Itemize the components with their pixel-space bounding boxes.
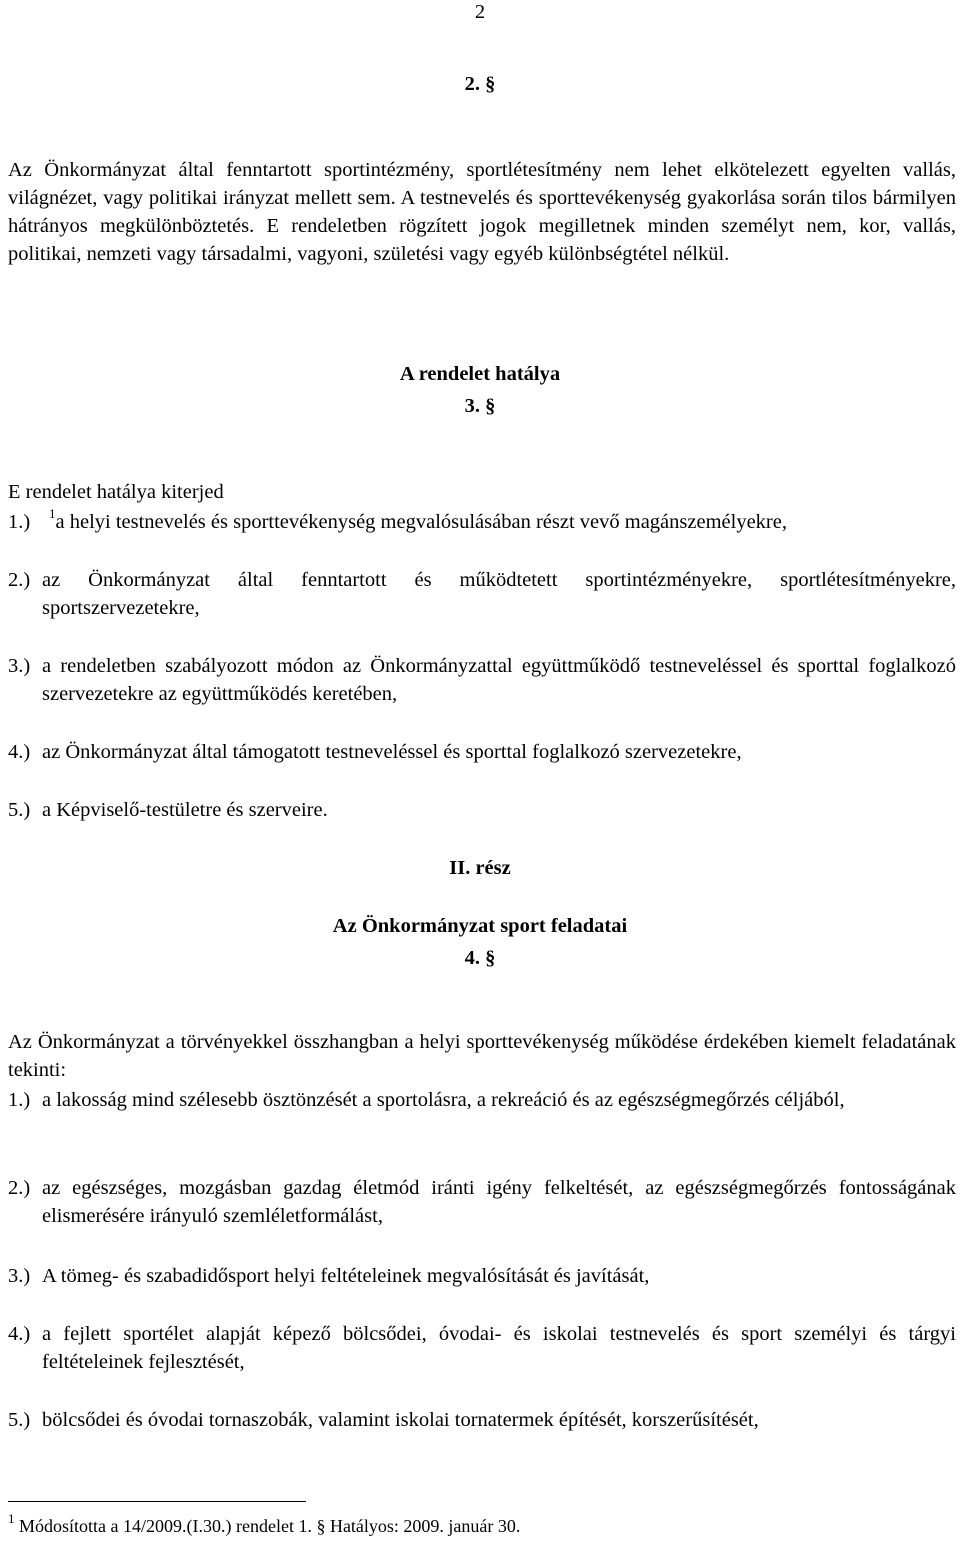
list-item — [8, 652, 956, 708]
list-item-text: a fejlett sportélet alapját képező bölcsődei, óvodai- és iskolai testnevelés és sport személyi és tárgyi feltételeinek fejlesztését, — [42, 1323, 956, 1373]
footnote — [8, 1513, 520, 1539]
list-item-text: a lakosság mind szélesebb ösztönzését a sportolásra, a rekreáció és az egészségmegőrzés céljából, — [42, 1089, 845, 1111]
list-item-text: a helyi testnevelés és sporttevékenység megvalósulásában részt vevő magánszemélyekre, — [55, 511, 787, 533]
list-item-number: 3.) — [8, 655, 31, 677]
list-item-text: az egészséges, mozgásban gazdag életmód iránti igény felkeltését, az egészségmegőrzés fontosságának elismerésére irányuló szemléletformálást, — [42, 1177, 956, 1227]
list-item-number: 3.) — [8, 1265, 31, 1287]
list-item — [8, 566, 956, 622]
section-4-heading: 4. § — [464, 947, 496, 969]
list-item-number: 2.) — [8, 569, 31, 591]
list-item — [8, 1086, 956, 1114]
list-item-number: 4.) — [8, 741, 31, 763]
list-item — [8, 1262, 956, 1290]
list-item — [8, 1174, 956, 1230]
list-item-number: 1.) — [8, 511, 31, 533]
list-item-number: 5.) — [8, 1409, 31, 1431]
list-item-text: bölcsődei és óvodai tornaszobák, valamint iskolai tornatermek építését, korszerűsítését, — [42, 1409, 759, 1431]
section-2-heading: 2. § — [464, 73, 496, 95]
section-3-intro: E rendelet hatálya kiterjed — [8, 481, 224, 503]
footnote-text: Módosította a 14/2009.(I.30.) rendelet 1. § Hatályos: 2009. január 30. — [19, 1516, 521, 1536]
list-item-text: A tömeg- és szabadidősport helyi feltételeinek megvalósítását és javítását, — [42, 1265, 650, 1287]
list-item-number: 2.) — [8, 1177, 31, 1199]
list-item-number: 5.) — [8, 799, 31, 821]
list-item — [8, 738, 956, 766]
part-2-label: II. rész — [449, 857, 511, 879]
section-3-title: A rendelet hatálya — [399, 363, 561, 385]
section-3-heading: 3. § — [464, 395, 496, 417]
list-item-text: az Önkormányzat által támogatott testneveléssel és sporttal foglalkozó szervezetekre, — [42, 741, 742, 763]
list-item — [8, 1320, 956, 1376]
part-2-title: Az Önkormányzat sport feladatai — [332, 915, 628, 937]
list-item-text: a rendeletben szabályozott módon az Önkormányzattal együttműködő testneveléssel és sporttal foglalkozó szervezetekre az együttműködés keretében, — [42, 655, 956, 705]
list-item-number: 4.) — [8, 1323, 31, 1345]
footnote-ref: 1 — [49, 506, 56, 522]
list-item — [8, 796, 956, 824]
page-number: 2 — [474, 1, 486, 23]
list-item — [8, 1406, 956, 1434]
list-item-text: a Képviselő-testületre és szerveire. — [42, 799, 328, 821]
list-item-number: 1.) — [8, 1089, 31, 1111]
list-item — [8, 508, 956, 536]
footnote-number: 1 — [8, 1511, 15, 1526]
footnote-separator — [8, 1501, 306, 1502]
list-item-text: az Önkormányzat által fenntartott és működtetett sportintézményekre, sportlétesítményekre, sportszervezetekre, — [42, 569, 956, 619]
section-2-paragraph: Az Önkormányzat által fenntartott sportintézmény, sportlétesítmény nem lehet elkötelezett egyelten vallás, világnézet, vagy politikai irányzat mellett sem. A testnevelés és sporttevékenység gyakorlása során tilos bármilyen hátrányos megkülönböztetés. E rendeletben rögzített jogok megilletnek minden személyt nem, kor, vallás, politikai, nemzeti vagy társadalmi, vagyoni, születési vagy egyéb különbségtétel nélkül. — [8, 159, 956, 265]
section-4-intro: Az Önkormányzat a törvényekkel összhangban a helyi sporttevékenység működése érdekében kiemelt feladatának tekinti: — [8, 1031, 956, 1081]
